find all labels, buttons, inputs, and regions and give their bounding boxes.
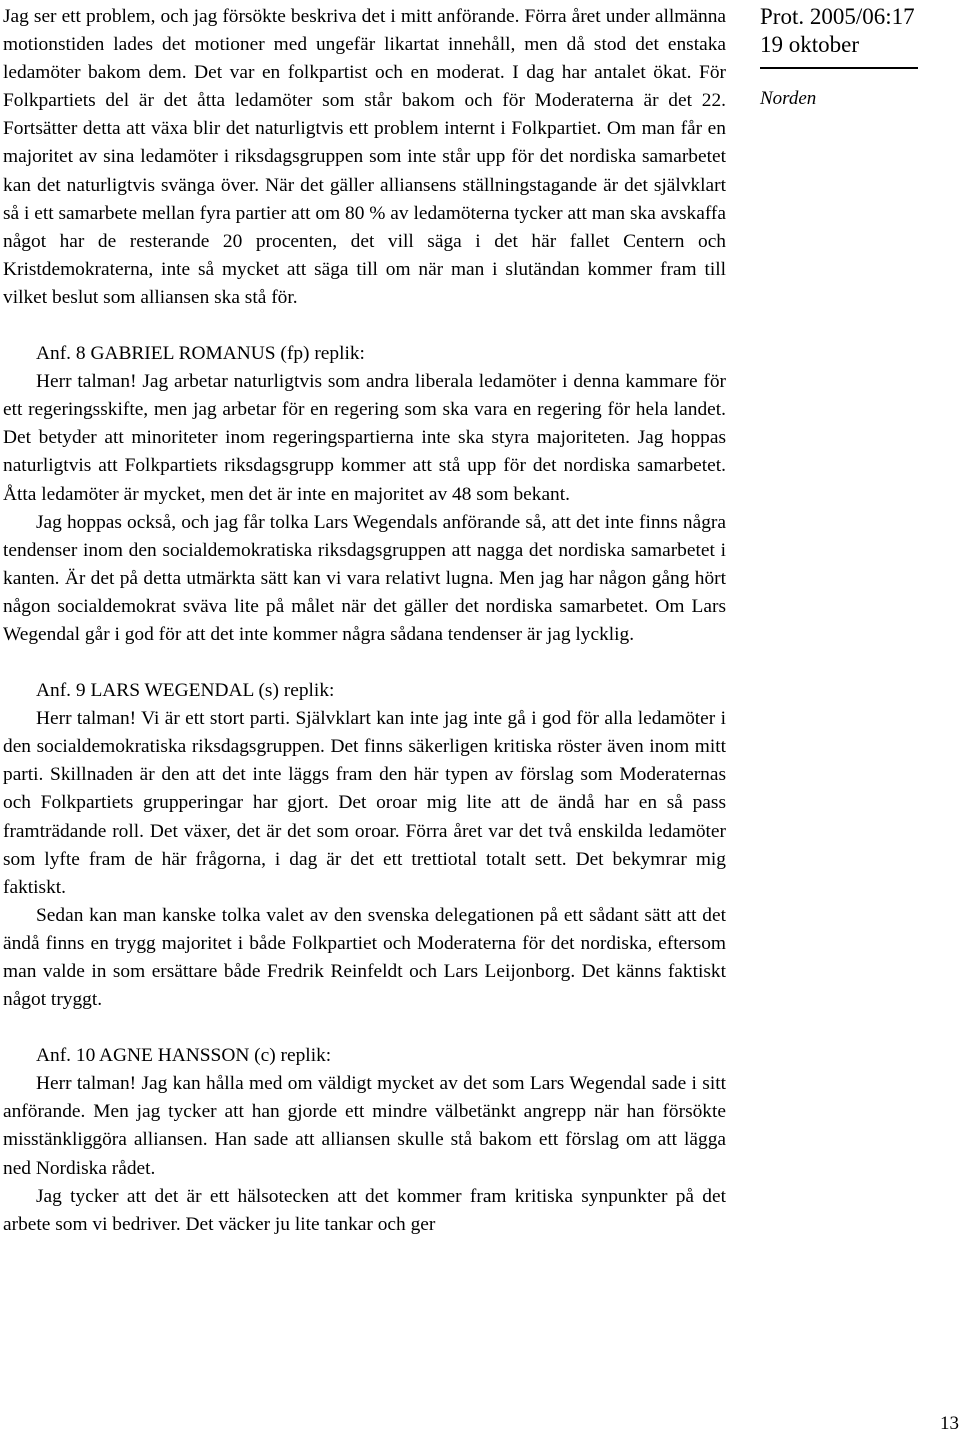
divider [760,67,918,69]
speaker-heading [3,340,726,368]
main-text-column [3,3,726,1239]
paragraph: Jag ser ett problem, och jag försökte beskriva det i mitt anförande. Förra året under allmänna motionstiden lades det motioner med ungefär likartat innehåll, men då stod det enstaka ledamöter bakom dem. Det var en folkpartist och en moderat. I dag har antalet ökat. För Folkpartiets del är det åtta ledamöter som står bakom och för Moderaterna är det 22. Fortsätter detta att växa blir det naturligtvis ett problem internt i Folkpartiet. Om man får en majoritet av sina ledamöter i riksdagsgruppen som inte står upp för det nordiska samarbetet kan det naturligtvis svänga över. När det gäller alliansens ställningstagande är det självklart så i ett samarbete mellan fyra partier att om 80 % av ledamöterna tycker att man ska avskaffa något har de resterande 20 procenten, det vill säga i det här fallet Centern och Kristdemokraterna, inte så mycket att säga till om när man i slutändan kommer fram till vilket beslut som alliansen ska stå för. [3,6,726,308]
anf-label: Anf. [36,1045,72,1067]
paragraph: Sedan kan man kanske tolka valet av den svenska delegationen på ett sådant sätt att det ändå finns en trygg majoritet i både Folkpartiet och Moderaterna för det nordiska, eftersom man valde in som ersättare både Fredrik Reinfeldt och Lars Leijonborg. Det känns faktiskt något tryggt. [3,904,726,1011]
speaker-name: GABRIEL ROMANUS (fp) replik: [90,343,365,365]
speaker-name: LARS WEGENDAL (s) replik: [90,680,335,702]
anf-number: 8 [75,343,86,365]
spacer [3,312,726,340]
paragraph: Herr talman! Jag arbetar naturligtvis som andra liberala ledamöter i denna kammare för ett regeringsskifte, men jag arbetar för en regering som ska vara en regering för hela landet. Det betyder att minoriteter inom regeringspartierna inte ska styra majoriteten. Jag hoppas naturligtvis att Folkpartiets riksdagsgrupp kommer att stå upp för det nordiska samarbetet. Åtta ledamöter är mycket, men det är inte en majoritet av 48 som bekant. [3,371,726,505]
spacer [3,1014,726,1042]
protocol-date: 19 oktober [760,32,860,57]
speaker-heading [3,1042,726,1070]
paragraph: Herr talman! Jag kan hålla med om väldigt mycket av det som Lars Wegendal sade i sitt anförande. Men jag tycker att han gjorde ett mindre välbetänkt angrepp när han försökte misstänkliggöra alliansen. Han sade att alliansen skulle stå bakom ett förslag om att lägga ned Nordiska rådet. [3,1073,726,1179]
anf-number: 9 [75,680,86,702]
anf-label: Anf. [36,343,72,365]
speaker-heading [3,677,726,705]
topic-label: Norden [760,88,817,109]
anf-label: Anf. [36,680,72,702]
speaker-name: AGNE HANSSON (c) replik: [99,1045,332,1067]
spacer [3,649,726,677]
paragraph: Herr talman! Vi är ett stort parti. Självklart kan inte jag inte gå i god för alla ledamöter i den socialdemokratiska riksdagsgruppen. Det finns säkerligen kritiska röster även inom mitt parti. Skillnaden är den att det inte läggs fram den här typen av förslag som Moderaternas och Folkpartiets grupperingar har gjort. Det oroar mig lite att de ändå har en så pass framträdande roll. Det växer, det är det som oroar. Förra året var det två enskilda ledamöter som lyfte fram de här frågorna, i dag är det ett trettiotal totalt sett. Det bekymrar mig faktiskt. [3,708,726,898]
paragraph: Jag tycker att det är ett hälsotecken att det kommer fram kritiska synpunkter på det arbete som vi bedriver. Det väcker ju lite tankar och ger [3,1185,726,1235]
protocol-number: Prot. 2005/06:17 [760,4,915,29]
paragraph: Jag hoppas också, och jag får tolka Lars Wegendals anförande så, att det inte finns några tendenser inom den socialdemokratiska riksdagsgruppen att nagga det nordiska samarbetet i kanten. Är det på detta utmärkta sätt kan vi vara relativt lugna. Men jag har någon gång hört någon socialdemokrat sväva lite på målet när det gäller det nordiska samarbetet. Om Lars Wegendal går i god för att det inte kommer några sådana tendenser är jag lycklig. [3,511,726,645]
page-number: 13 [940,1413,959,1434]
anf-number: 10 [75,1045,96,1067]
margin-sidebar [760,3,950,111]
